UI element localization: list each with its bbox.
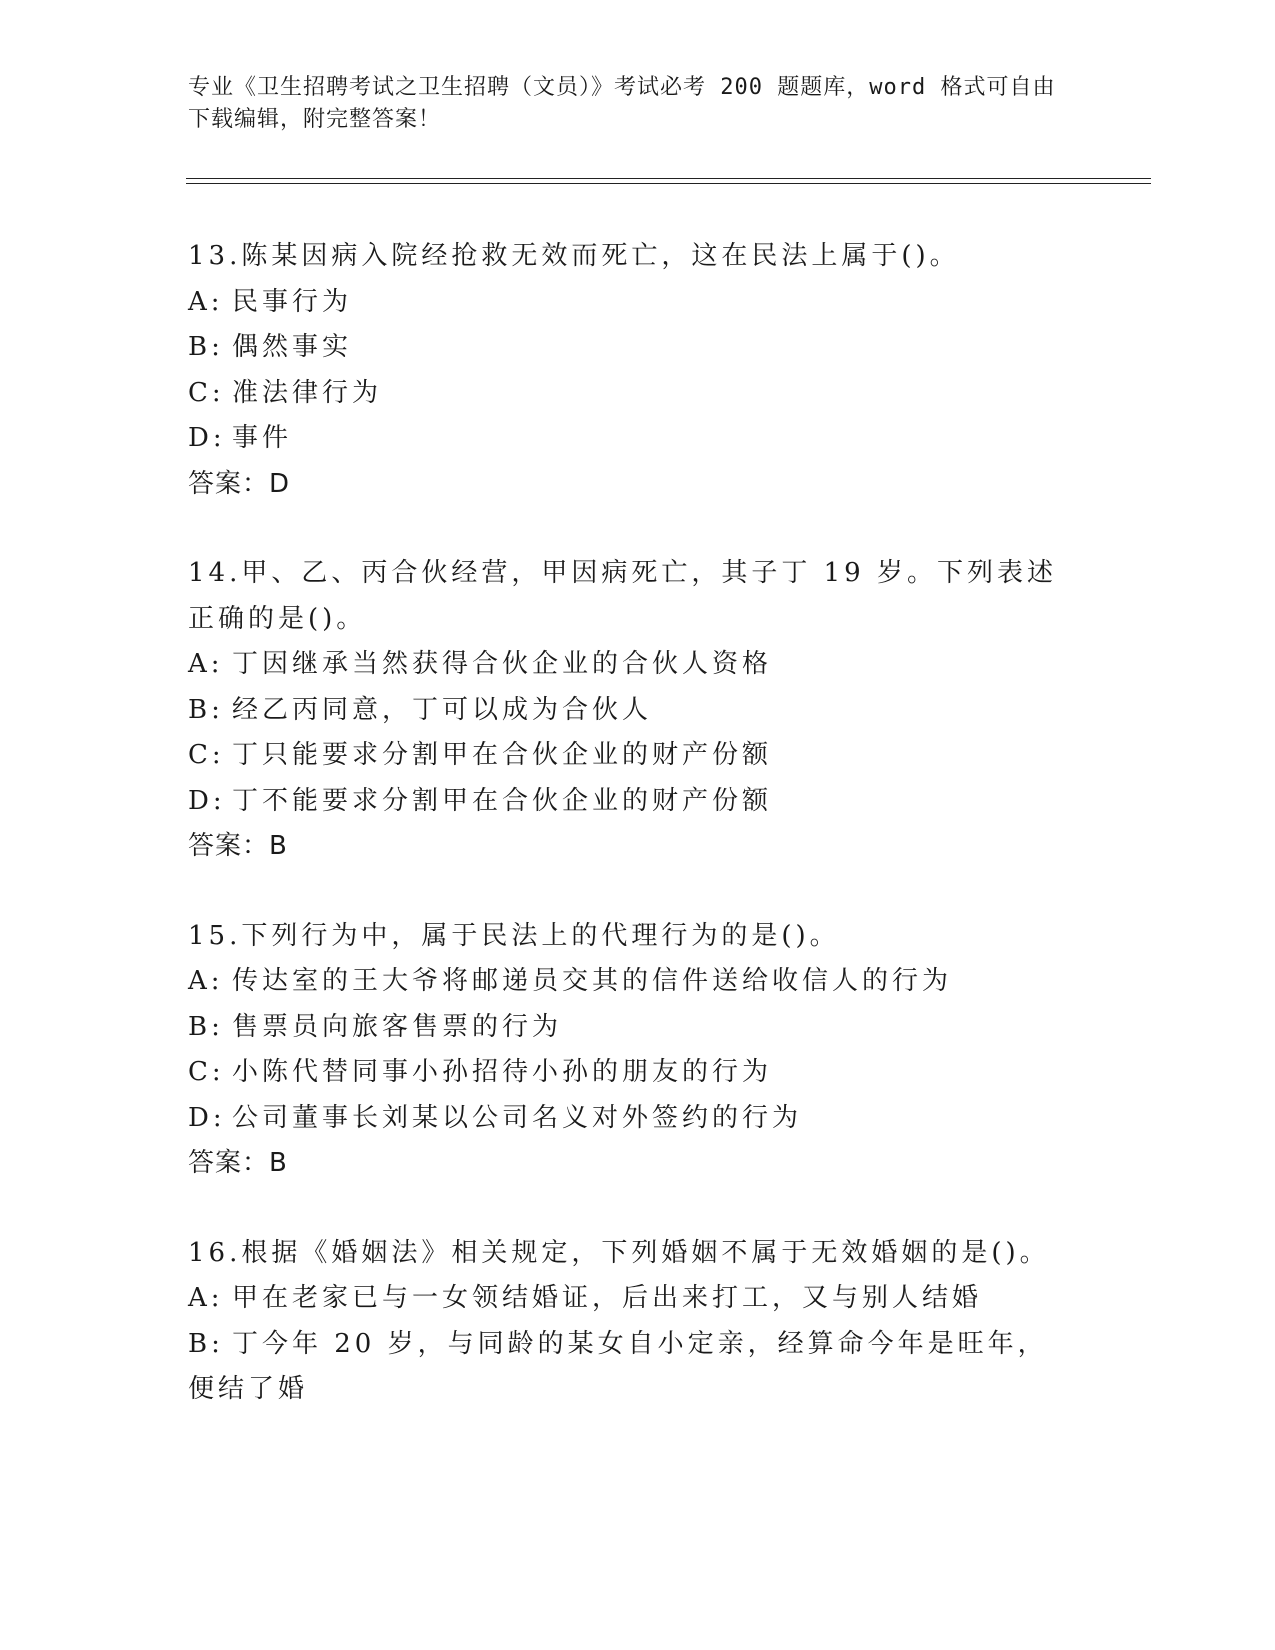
question-stem: 13.陈某因病入院经抢救无效而死亡，这在民法上属于()。 (188, 241, 960, 271)
option-b (188, 1005, 1068, 1051)
header-divider-bottom (186, 183, 1151, 184)
document-intro: 专业《卫生招聘考试之卫生招聘（文员）》考试必考 200 题题库，word 格式可自由下载编辑，附完整答案！ (188, 75, 1056, 132)
answer-line: 答案：D (188, 468, 291, 499)
option-text: 丁今年 20 岁，与同龄的某女自小定亲，经算命今年是旺年，便结了婚 (188, 1328, 1048, 1404)
option-d (188, 416, 1068, 462)
option-d (188, 779, 1068, 825)
option-key: D: (188, 423, 226, 453)
option-key: A: (188, 966, 224, 996)
option-text: 甲在老家已与一女领结婚证，后出来打工，又与别人结婚 (232, 1283, 983, 1313)
option-key: A: (188, 286, 224, 317)
option-d (188, 1096, 1068, 1142)
option-text: 售票员向旅客售票的行为 (232, 1011, 563, 1042)
option-a (188, 280, 1068, 326)
option-key: D: (188, 1102, 226, 1133)
question-stem: 14.甲、乙、丙合伙经营，甲因病死亡，其子丁 19 岁。下列表述正确的是()。 (188, 558, 1057, 634)
option-b (188, 1322, 1068, 1413)
option-b (188, 688, 1068, 734)
answer-line: 答案：B (188, 1148, 288, 1178)
answer-line: 答案：B (188, 831, 288, 861)
option-a (188, 959, 1068, 1005)
option-text: 准法律行为 (232, 377, 383, 408)
option-key: A: (188, 1283, 224, 1313)
option-a (188, 1276, 1068, 1322)
option-key: B: (188, 1328, 224, 1359)
option-text: 丁不能要求分割甲在合伙企业的财产份额 (232, 785, 773, 816)
option-c (188, 371, 1068, 417)
option-text: 丁只能要求分割甲在合伙企业的财产份额 (232, 740, 773, 770)
header-divider-top (186, 178, 1151, 179)
option-c (188, 1050, 1068, 1096)
option-text: 偶然事实 (232, 332, 353, 362)
option-text: 事件 (232, 423, 293, 453)
option-text: 小陈代替同事小孙招待小孙的朋友的行为 (232, 1057, 773, 1087)
question-list (188, 234, 1068, 1413)
option-text: 经乙丙同意，丁可以成为合伙人 (232, 694, 653, 725)
option-key: B: (188, 1011, 224, 1042)
question-16 (188, 1231, 1068, 1413)
option-key: D: (188, 785, 226, 816)
option-text: 传达室的王大爷将邮递员交其的信件送给收信人的行为 (232, 966, 953, 996)
option-key: B: (188, 332, 224, 362)
option-key: A: (188, 649, 224, 679)
option-key: B: (188, 694, 224, 725)
option-key: C: (188, 1057, 225, 1087)
option-text: 丁因继承当然获得合伙企业的合伙人资格 (232, 649, 773, 679)
option-text: 民事行为 (232, 286, 353, 317)
option-text: 公司董事长刘某以公司名义对外签约的行为 (232, 1102, 803, 1133)
option-b (188, 325, 1068, 371)
question-13 (188, 234, 1068, 507)
option-c (188, 733, 1068, 779)
question-15 (188, 914, 1068, 1187)
option-key: C: (188, 377, 225, 408)
option-a (188, 642, 1068, 688)
question-14 (188, 551, 1068, 870)
question-stem: 16.根据《婚姻法》相关规定，下列婚姻不属于无效婚姻的是()。 (188, 1237, 1050, 1268)
question-stem: 15.下列行为中，属于民法上的代理行为的是()。 (188, 920, 840, 951)
option-key: C: (188, 740, 225, 770)
